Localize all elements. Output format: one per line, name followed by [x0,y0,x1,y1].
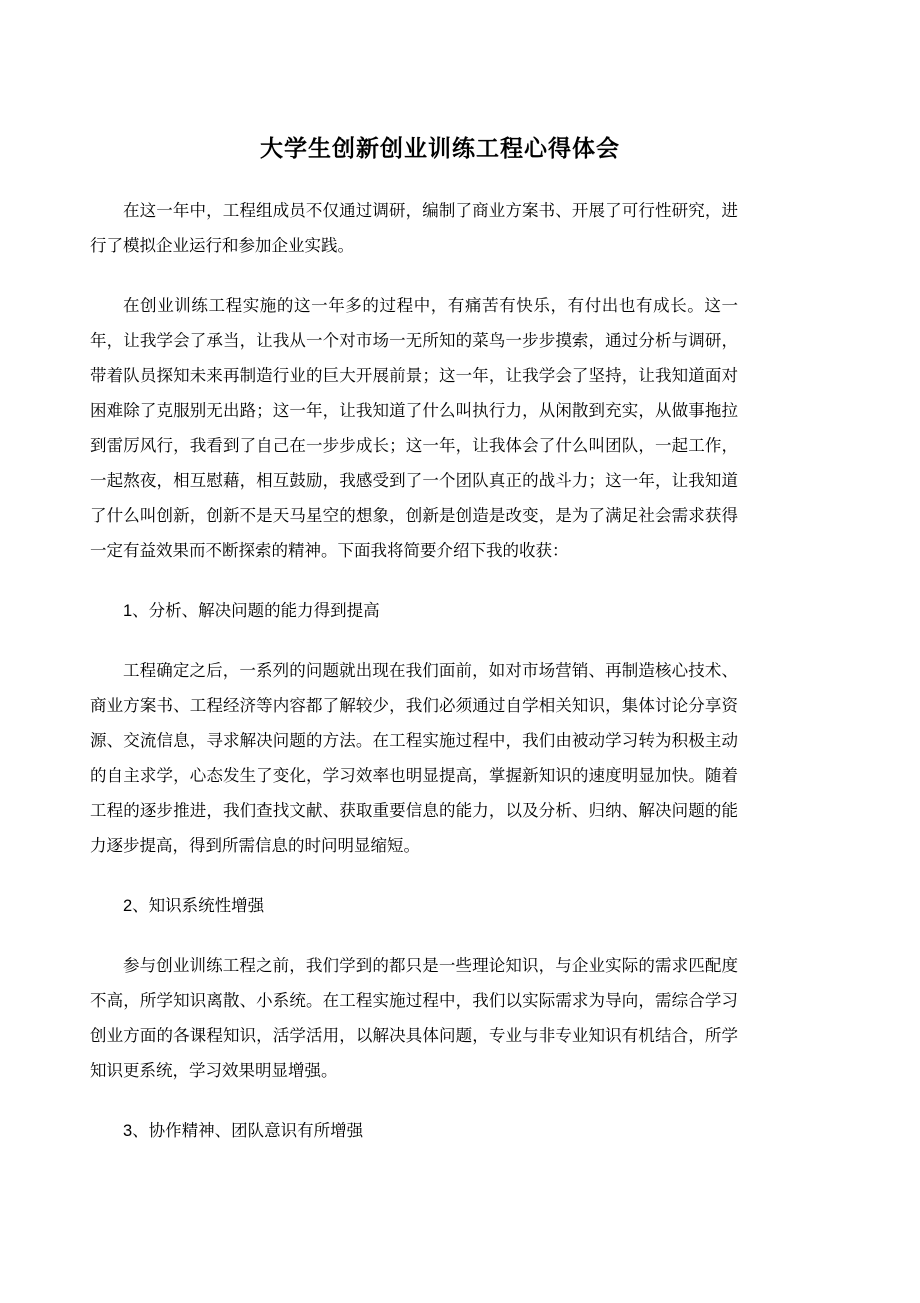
section-1-body: 工程确定之后，一系列的问题就出现在我们面前，如对市场营销、再制造核心技术、商业方案书、工程经济等内容都了解较少，我们必须通过自学相关知识，集体讨论分享资源、交流信息，寻求解决问题的方法。在工程实施过程中，我们由被动学习转为积极主动的自主求学，心态发生了变化，学习效率也明显提高，掌握新知识的速度明显加快。随着工程的逐步推进，我们查找文献、获取重要信息的能力，以及分析、归纳、解决问题的能力逐步提高，得到所需信息的时问明显缩短。 [90,662,738,855]
reflection-paragraph: 在创业训练工程实施的这一年多的过程中，有痛苦有快乐，有付出也有成长。这一年，让我学会了承当，让我从一个对市场一无所知的菜鸟一步步摸索，通过分析与调研，带着队员探知未来再制造行业的巨大开展前景；这一年，让我学会了坚持，让我知道面对困难除了克服别无出路；这一年，让我知道了什么叫执行力，从闲散到充实，从做事拖拉到雷厉风行，我看到了自己在一步步成长；这一年，让我体会了什么叫团队，一起工作，一起熬夜，相互慰藉，相互鼓励，我感受到了一个团队真正的战斗力；这一年，让我知道了什么叫创新，创新不是天马星空的想象，创新是创造是改变，是为了满足社会需求获得一定有益效果而不断探索的精神。下面我将简要介绍下我的收获： [90,297,738,560]
intro-paragraph: 在这一年中，工程组成员不仅通过调研，编制了商业方案书、开展了可行性研究，进行了模拟企业运行和参加企业实践。 [90,202,738,255]
section-1-heading: 1、分析、解决问题的能力得到提高 [123,602,380,620]
section-2-body: 参与创业训练工程之前，我们学到的都只是一些理论知识，与企业实际的需求匹配度不高，所学知识离散、小系统。在工程实施过程中，我们以实际需求为导向，需综合学习创业方面的各课程知识，活学活用，以解决具体问题，专业与非专业知识有机结合，所学知识更系统，学习效果明显增强。 [90,957,738,1080]
section-2-heading: 2、知识系统性增强 [123,897,265,915]
document-title: 大学生创新创业训练工程心得体会 [260,135,620,161]
section-3-heading: 3、协作精神、团队意识有所增强 [123,1122,364,1140]
